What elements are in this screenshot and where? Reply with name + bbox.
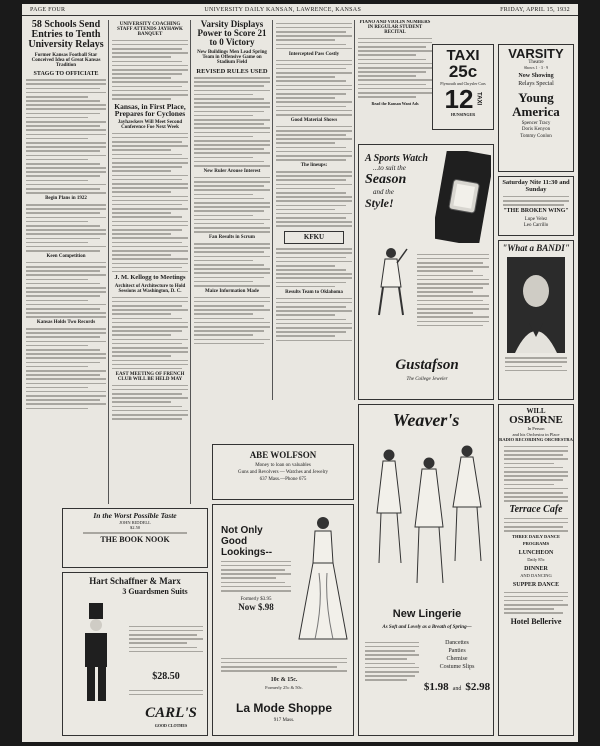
weavers-headline: New Lingerie	[392, 608, 462, 620]
article-text	[194, 177, 270, 233]
relays-subhead: Former Kansas Football Star Conceived Idea of Great Kansas Tradition	[31, 52, 101, 68]
issue-date: FRIDAY, APRIL 15, 1932	[500, 6, 570, 13]
la-mode-ad	[212, 504, 354, 736]
weavers-item: Panties	[448, 648, 466, 654]
section-heading: Good Material Shows	[290, 118, 338, 124]
article-text	[112, 297, 188, 370]
taxi-number: 12	[444, 83, 474, 114]
article-text	[112, 40, 188, 100]
varsity-feature: Young America	[512, 90, 560, 119]
want-ads-note: Read the Kansan Want Ads	[371, 100, 419, 106]
lineup-table	[276, 171, 352, 227]
ad-text	[221, 561, 291, 592]
bandleader-portrait	[507, 257, 565, 353]
column-football	[112, 20, 188, 504]
abe-line1: Money to loan on valuables	[255, 463, 311, 469]
bandleader-photo	[507, 257, 565, 353]
abe-line2: Guns and Revolvers — Watches and Jewelry	[237, 470, 329, 476]
article-text	[112, 385, 188, 420]
taxi-side: TAXI	[475, 92, 482, 106]
ad-text	[504, 446, 568, 502]
article-text	[194, 243, 270, 286]
article-text	[194, 77, 270, 167]
abe-title: ABE WOLFSON	[249, 450, 317, 460]
osborne-first: WILL	[526, 407, 546, 415]
la-mode-hanky-former: Formerly 25c & 50c.	[265, 685, 303, 690]
article-text	[276, 23, 352, 50]
lineup-title: The lineups:	[300, 163, 328, 169]
column-rule	[354, 20, 355, 400]
section-heading: Kansas Holds Two Records	[36, 320, 96, 326]
weavers-price: $1.98	[423, 681, 449, 693]
ad-text	[503, 196, 569, 206]
weavers-items	[423, 639, 491, 671]
la-mode-address: 917 Mass.	[273, 718, 295, 723]
article-text	[194, 297, 270, 345]
ad-text	[365, 639, 419, 683]
weavers-logo: Weaver's	[392, 410, 460, 430]
column-relays	[26, 20, 106, 504]
watch-line1: A Sports Watch	[365, 153, 428, 164]
jeweler-sub: The College Jeweler	[406, 377, 448, 382]
book-author: JOHN RIDDELL	[119, 519, 151, 525]
weavers-item: Chemise	[446, 656, 468, 662]
paper-title: UNIVERSITY DAILY KANSAN, LAWRENCE, KANSAS	[204, 6, 362, 13]
la-mode-former: Formerly $3.95	[240, 596, 272, 602]
kellogg-subhead: Architect of Architecture to Hold Sessions at Washington, D. C.	[114, 284, 186, 295]
terrace-cafe-ad	[498, 404, 574, 736]
masthead	[22, 4, 578, 16]
article-text	[26, 204, 106, 252]
osborne-line: RADIO RECORDING ORCHESTRA	[499, 437, 573, 443]
column-varsity	[194, 20, 270, 400]
ad-text	[83, 532, 187, 534]
stagg-heading: STAGG TO OFFICIATE	[33, 70, 99, 77]
weavers-item: Dancettes	[445, 640, 469, 646]
abe-line3: 637 Mass.—Phone 675	[259, 477, 307, 483]
section-heading: Fan Results in Scrum	[209, 235, 255, 241]
section-heading: Intercepted Pass Costly	[288, 51, 340, 57]
actor-name: Tommy Conlon	[520, 133, 552, 139]
kfku-title: KFKU	[303, 233, 325, 242]
hart-price: $28.50	[152, 671, 180, 682]
abe-wolfson-ad	[212, 444, 354, 500]
article-text	[276, 248, 352, 287]
terrace-line: SUPPER DANCE	[512, 582, 560, 589]
terrace-title: Terrace Cafe	[509, 503, 563, 515]
french-club-headline: EAST MEETING OF FRENCH CLUB WILL BE HELD MAY	[115, 372, 185, 383]
saturday-title: Saturday Nite 11:30 and Sunday	[502, 179, 570, 193]
varsity-headline: Varsity Displays Power to Score 21 to 0 Victory	[197, 20, 267, 48]
osborne-last: OSBORNE	[509, 414, 563, 427]
book-price: $2.50	[129, 524, 141, 530]
book-nook-ad	[62, 508, 208, 568]
column-rule	[272, 20, 273, 400]
section-heading: Keen Competition	[46, 254, 86, 260]
watch-line2: ...to suit the	[373, 164, 406, 172]
bandi-caption	[505, 357, 567, 371]
osborne-lines	[499, 426, 573, 443]
article-text	[26, 262, 106, 318]
kansas-subhead: Jayhawkers Will Meet Second Conference Foe Next Week	[117, 120, 183, 131]
coaching-headline: UNIVERSITY COACHING STAFF ATTENDS JAYHAWK BANQUET	[117, 22, 183, 37]
book-headline: In the Worst Possible Taste	[93, 511, 177, 520]
la-mode-hanky-text	[221, 655, 347, 674]
column-recital	[358, 20, 432, 140]
newspaper-page	[22, 4, 578, 742]
article-text	[26, 328, 106, 409]
varsity-cast	[499, 121, 573, 141]
weavers-ad	[358, 404, 494, 736]
section-heading: Results Team to Oklahoma	[285, 290, 343, 296]
la-mode-store: La Mode Shoppe	[236, 701, 332, 715]
book-store: THE BOOK NOOK	[100, 535, 170, 545]
ad-text	[129, 687, 203, 698]
wristwatch-illustration	[435, 151, 491, 243]
gustafson-watch-ad	[358, 144, 494, 400]
bandi-title: "What a BANDI"	[502, 243, 570, 253]
article-text	[358, 38, 432, 98]
taxi-company: HUNSINGER	[450, 112, 476, 118]
terrace-menu	[499, 534, 573, 589]
terrace-line: AND DANCING	[520, 572, 552, 578]
section-heading: New Ruler Arouse Interest	[203, 169, 261, 175]
weavers-prices	[423, 677, 491, 695]
golfer-illustration	[369, 245, 409, 317]
terrace-line: Daily 85c	[527, 556, 545, 562]
dress-model-illustration	[293, 513, 349, 645]
taxi-ad	[432, 44, 494, 130]
la-mode-copy	[221, 525, 291, 612]
article-text	[112, 133, 188, 273]
varsity-sub: Theatre	[528, 60, 544, 66]
ad-text	[504, 592, 568, 615]
taxi-title: TAXI	[446, 47, 480, 64]
hotel-name: Hotel Bellerive	[510, 617, 562, 627]
article-text	[276, 60, 352, 116]
watch-line4: and the	[373, 188, 394, 196]
actor-name: Spencer Tracy	[521, 120, 551, 126]
kansas-headline: Kansas, in First Place, Prepares for Cyclones	[114, 101, 186, 119]
varsity-subhead: New Buildings Men Lead Spring Team in Offensive Game on Stadium Field	[197, 49, 267, 65]
weavers-price: $2.98	[465, 681, 491, 693]
watch-headline	[365, 153, 435, 211]
saturday-feature: "THE BROKEN WING"	[503, 208, 569, 215]
relays-headline: 58 Schools Send Entries to Tenth University Relays	[28, 20, 104, 51]
carls-sub: GOOD CLOTHES	[154, 723, 188, 728]
section-heading: Maize Information Made	[205, 289, 259, 295]
varsity-shows: Shows 1 · 3 · 9	[523, 65, 549, 71]
kellogg-headline: J. M. Kellogg to Meetings	[114, 274, 186, 282]
actor-name: Leo Carrillo	[523, 222, 549, 228]
varsity-now-showing: Now Showing	[518, 73, 554, 80]
ad-text	[504, 518, 568, 532]
recital-headline: PIANO AND VIOLIN NUMBERS IN REGULAR STUDENT RECITAL	[359, 20, 431, 35]
terrace-line: THREE DAILY DANCE PROGRAMS	[512, 534, 560, 546]
saturday-cast	[499, 217, 573, 229]
carls-suits-ad	[62, 572, 208, 736]
column-rule	[108, 20, 109, 504]
osborne-line: In Person	[527, 426, 545, 432]
weavers-item: Costume Slips	[439, 664, 475, 670]
terrace-line: DINNER	[524, 566, 548, 573]
weavers-sub: As Soft and Lovely as a Breath of Spring—	[382, 625, 472, 630]
bandi-ad	[498, 240, 574, 400]
watch-ad-text	[417, 251, 489, 329]
section-heading: Begin Plans in 1922	[45, 196, 87, 202]
column-continued	[276, 20, 352, 400]
actor-name: Lupe Velez	[524, 216, 548, 222]
guardsman-illustration	[71, 603, 123, 703]
la-mode-line: Not Only	[221, 525, 263, 536]
actor-name: Doris Kenyon	[521, 127, 551, 133]
taxi-price: 25c	[448, 62, 478, 82]
weavers-price-and: and	[452, 686, 462, 692]
la-mode-now: Now $.98	[238, 601, 274, 612]
ad-text	[129, 623, 203, 655]
varsity-special: Relays Special	[518, 81, 554, 88]
carls-logo: CARL'S	[145, 705, 197, 721]
article-text	[276, 126, 352, 161]
hart-sub: 3 Guardsmen Suits	[122, 587, 188, 597]
varsity-title: VARSITY	[508, 46, 564, 61]
hart-title: Hart Schaffner & Marx	[89, 576, 181, 586]
rules-heading: REVISED RULES USED	[196, 67, 268, 75]
column-rule	[190, 20, 191, 504]
terrace-line: LUNCHEON	[518, 550, 554, 557]
article-text	[26, 79, 106, 194]
watch-line3: Season	[365, 172, 407, 187]
osborne-line: and his Orchestra in Place	[512, 431, 560, 437]
la-mode-line: Good Lookings--	[221, 536, 273, 558]
saturday-nite-ad	[498, 176, 574, 236]
kfku-box	[284, 231, 344, 244]
watch-line5: Style!	[365, 196, 394, 210]
article-text	[276, 298, 352, 341]
jeweler-name: Gustafson	[395, 357, 459, 373]
page-number: PAGE FOUR	[30, 6, 66, 13]
varsity-theatre-ad	[498, 44, 574, 172]
la-mode-hanky-price: 10c & 15c.	[270, 677, 298, 683]
taxi-note: Plymouth and Chrysler Cars	[440, 80, 486, 86]
lingerie-models-illustration	[367, 443, 489, 593]
